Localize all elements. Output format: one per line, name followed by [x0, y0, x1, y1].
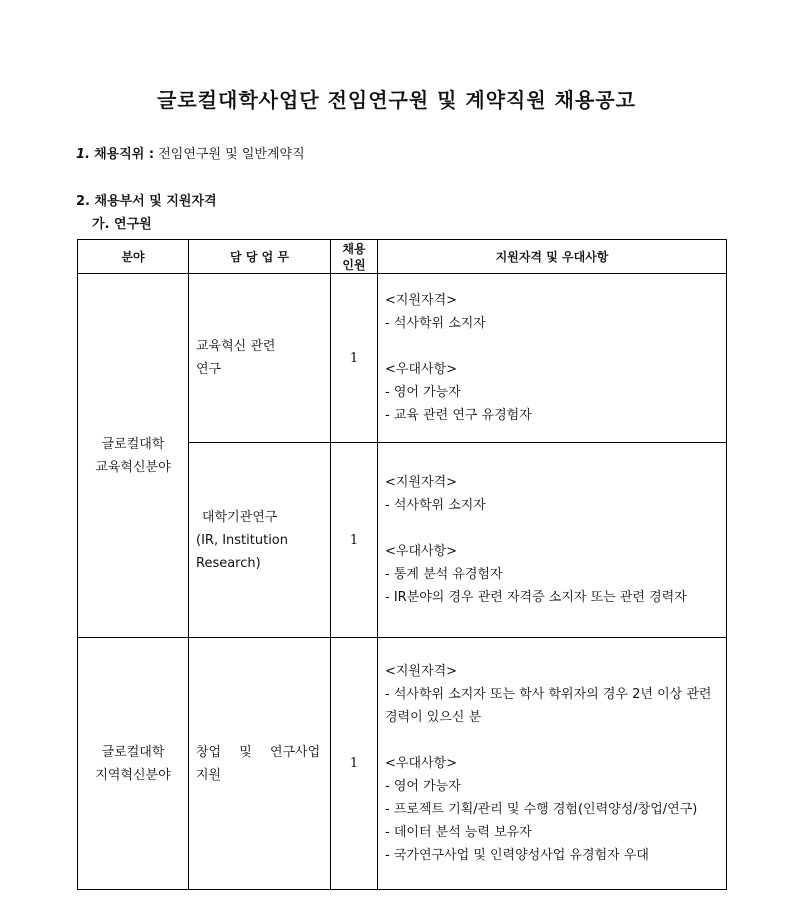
field-line: 지역혁신분야	[95, 767, 171, 783]
section-2-heading: 2. 채용부서 및 지원자격	[76, 194, 217, 209]
duty-cell	[189, 274, 331, 443]
section-1	[76, 143, 305, 162]
recruitment-table	[77, 239, 727, 890]
preference-item: - 영어 가능자	[385, 385, 461, 400]
duty-line: Research)	[196, 555, 261, 571]
field-cell	[78, 638, 189, 890]
field-line: 글로컬대학	[101, 436, 165, 452]
section-1-number: 1.	[76, 147, 90, 162]
header-count	[331, 240, 378, 274]
count-cell: 1	[331, 443, 378, 638]
preference-item: - 통계 분석 유경험자	[385, 567, 503, 582]
header-requirements: 지원자격 및 우대사항	[378, 240, 727, 274]
qualification-item: - 석사학위 소지자 또는 학사 학위자의 경우 2년 이상 관련 경력이 있으신 분	[385, 687, 712, 725]
table-header-row	[78, 240, 727, 274]
requirements-cell	[378, 274, 727, 443]
duty-line: 대학기관연구	[202, 509, 278, 525]
preference-title: <우대사항>	[385, 362, 458, 377]
preference-item: - IR분야의 경우 관련 자격증 소지자 또는 관련 경력자	[385, 590, 687, 605]
section-1-value: 전임연구원 및 일반계약직	[158, 147, 305, 162]
duty-line: 연구	[196, 362, 222, 377]
table-row	[78, 274, 727, 443]
qualification-title: <지원자격>	[385, 293, 458, 308]
requirements-cell	[378, 638, 727, 890]
table-row	[78, 638, 727, 890]
qualification-item: - 석사학위 소지자	[385, 316, 486, 331]
duty-line: 교육혁신 관련	[196, 339, 276, 354]
preference-title: <우대사항>	[385, 756, 458, 771]
header-count-line1: 채용	[342, 241, 366, 256]
section-1-label: 채용직위 :	[94, 147, 155, 162]
preference-item: - 프로젝트 기획/관리 및 수행 경험(인력양성/창업/연구)	[385, 802, 698, 817]
qualification-item: - 석사학위 소지자	[385, 498, 486, 513]
header-field: 분야	[78, 240, 189, 274]
duty-line: 지원	[196, 767, 222, 783]
duty-cell	[189, 443, 331, 638]
header-count-line2: 인원	[342, 257, 366, 272]
preference-item: - 국가연구사업 및 인력양성사업 유경험자 우대	[385, 848, 649, 863]
qualification-title: <지원자격>	[385, 664, 458, 679]
field-line: 교육혁신분야	[95, 459, 171, 475]
preference-title: <우대사항>	[385, 544, 458, 559]
count-cell: 1	[331, 274, 378, 443]
qualification-title: <지원자격>	[385, 475, 458, 490]
field-line: 글로컬대학	[101, 744, 165, 760]
preference-item: - 교육 관련 연구 유경험자	[385, 408, 532, 423]
duty-line: 창업 및 연구사업	[196, 744, 321, 760]
header-duty: 담 당 업 무	[189, 240, 331, 274]
preference-item: - 영어 가능자	[385, 779, 461, 794]
duty-line: (IR, Institution	[196, 532, 288, 548]
section-2-sub-heading: 가. 연구원	[92, 217, 152, 232]
duty-cell	[189, 638, 331, 890]
field-cell	[78, 274, 189, 638]
preference-item: - 데이터 분석 능력 보유자	[385, 825, 532, 840]
page-title: 글로컬대학사업단 전임연구원 및 계약직원 채용공고	[157, 88, 636, 112]
requirements-cell	[378, 443, 727, 638]
count-cell: 1	[331, 638, 378, 890]
